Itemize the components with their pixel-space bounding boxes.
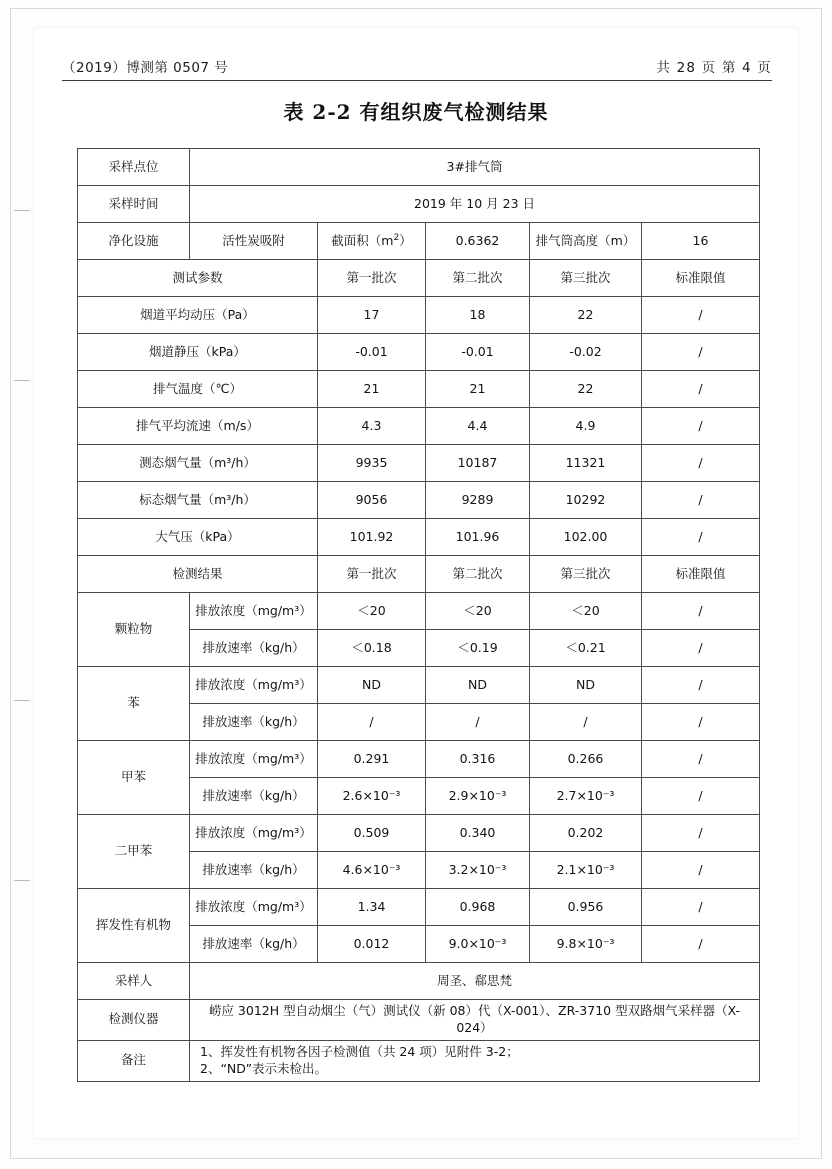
results-header-batch1: 第一批次 <box>318 556 426 593</box>
pollutant-name: 颗粒物 <box>78 593 190 667</box>
result-metric-name: 排放浓度（mg/m³） <box>190 667 318 704</box>
test-parameter-batch2-value: -0.01 <box>426 334 530 371</box>
test-parameter-limit-value: / <box>642 445 760 482</box>
table-row-test-params-header <box>78 260 760 297</box>
result-batch3-value: 0.956 <box>530 889 642 926</box>
result-batch3-value: ＜0.21 <box>530 630 642 667</box>
result-batch2-value: ＜0.19 <box>426 630 530 667</box>
result-metric-name: 排放速率（kg/h） <box>190 630 318 667</box>
remark-value <box>190 1040 760 1081</box>
result-limit-value: / <box>642 889 760 926</box>
edge-mark <box>14 210 30 211</box>
test-parameter-batch3-value: 102.00 <box>530 519 642 556</box>
test-parameter-name: 排气温度（℃） <box>78 371 318 408</box>
table-row-facility <box>78 223 760 260</box>
test-parameter-limit-value: / <box>642 519 760 556</box>
edge-mark <box>14 880 30 881</box>
table-row-sampler <box>78 963 760 1000</box>
result-limit-value: / <box>642 926 760 963</box>
result-limit-value: / <box>642 667 760 704</box>
pollutant-name: 二甲苯 <box>78 815 190 889</box>
result-limit-value: / <box>642 704 760 741</box>
result-batch3-value: 9.8×10⁻³ <box>530 926 642 963</box>
result-batch1-value: 0.012 <box>318 926 426 963</box>
result-limit-value: / <box>642 630 760 667</box>
result-batch1-value: 2.6×10⁻³ <box>318 778 426 815</box>
table-row-instrument <box>78 1000 760 1041</box>
result-batch3-value: ＜20 <box>530 593 642 630</box>
result-batch2-value: 2.9×10⁻³ <box>426 778 530 815</box>
test-parameter-batch2-value: 18 <box>426 297 530 334</box>
sampling-time-label: 采样时间 <box>78 186 190 223</box>
test-parameter-batch3-value: 22 <box>530 297 642 334</box>
result-batch3-value: 2.1×10⁻³ <box>530 852 642 889</box>
results-header-batch2: 第二批次 <box>426 556 530 593</box>
test-parameter-batch2-value: 9289 <box>426 482 530 519</box>
remark-label: 备注 <box>78 1040 190 1081</box>
result-metric-name: 排放浓度（mg/m³） <box>190 593 318 630</box>
section-area-label: 截面积$(m^2)$ <box>318 223 426 260</box>
instrument-value: 崂应 3012H 型自动烟尘（气）测试仪（新 08）代（X-001）、ZR-3710 型双路烟气采样器（X-024） <box>190 1000 760 1041</box>
table-row-result <box>78 889 760 926</box>
result-limit-value: / <box>642 852 760 889</box>
test-parameter-limit-value: / <box>642 408 760 445</box>
table-row-test-parameter <box>78 297 760 334</box>
test-parameter-name: 烟道平均动压（Pa） <box>78 297 318 334</box>
test-parameter-batch1-value: 101.92 <box>318 519 426 556</box>
result-batch1-value: 0.291 <box>318 741 426 778</box>
result-metric-name: 排放浓度（mg/m³） <box>190 741 318 778</box>
result-batch2-value: 9.0×10⁻³ <box>426 926 530 963</box>
result-metric-name: 排放浓度（mg/m³） <box>190 889 318 926</box>
result-batch2-value: ＜20 <box>426 593 530 630</box>
result-batch1-value: ＜0.18 <box>318 630 426 667</box>
result-batch2-value: 0.968 <box>426 889 530 926</box>
stack-height-label: 排气筒高度（m） <box>530 223 642 260</box>
sampling-point-value: 3#排气筒 <box>190 149 760 186</box>
remark-line-1: 1、挥发性有机物各因子检测值（共 24 项）见附件 3-2； <box>200 1043 519 1059</box>
result-batch2-value: 0.340 <box>426 815 530 852</box>
test-parameter-batch3-value: -0.02 <box>530 334 642 371</box>
result-batch1-value: ＜20 <box>318 593 426 630</box>
result-batch2-value: / <box>426 704 530 741</box>
result-batch2-value: 3.2×10⁻³ <box>426 852 530 889</box>
results-header-limit: 标准限值 <box>642 556 760 593</box>
test-parameter-batch2-value: 4.4 <box>426 408 530 445</box>
test-parameter-batch1-value: 17 <box>318 297 426 334</box>
result-metric-name: 排放速率（kg/h） <box>190 704 318 741</box>
test-parameter-batch3-value: 10292 <box>530 482 642 519</box>
test-parameter-batch3-value: 11321 <box>530 445 642 482</box>
test-parameter-name: 排气平均流速（m/s） <box>78 408 318 445</box>
sampling-point-label: 采样点位 <box>78 149 190 186</box>
result-limit-value: / <box>642 741 760 778</box>
test-parameter-batch3-value: 22 <box>530 371 642 408</box>
test-parameter-batch1-value: 9935 <box>318 445 426 482</box>
table-row-test-parameter <box>78 519 760 556</box>
edge-mark <box>14 700 30 701</box>
page-header <box>62 56 772 81</box>
table-row-test-parameter <box>78 445 760 482</box>
results-header-batch3: 第三批次 <box>530 556 642 593</box>
table-row-test-parameter <box>78 371 760 408</box>
test-parameter-batch2-value: 10187 <box>426 445 530 482</box>
page-title: 表 2-2 有组织废气检测结果 <box>283 100 549 124</box>
edge-mark <box>14 380 30 381</box>
test-parameter-limit-value: / <box>642 297 760 334</box>
result-batch3-value: / <box>530 704 642 741</box>
test-params-header-batch1: 第一批次 <box>318 260 426 297</box>
result-metric-name: 排放速率（kg/h） <box>190 926 318 963</box>
pollutant-name: 挥发性有机物 <box>78 889 190 963</box>
table-row-result <box>78 741 760 778</box>
result-batch3-value: 0.266 <box>530 741 642 778</box>
test-parameter-name: 烟道静压（kPa） <box>78 334 318 371</box>
sampler-value: 周圣、郗思梵 <box>190 963 760 1000</box>
test-parameter-batch1-value: 21 <box>318 371 426 408</box>
test-parameter-name: 测态烟气量（m³/h） <box>78 445 318 482</box>
test-parameter-limit-value: / <box>642 334 760 371</box>
result-batch3-value: ND <box>530 667 642 704</box>
test-parameter-batch1-value: 9056 <box>318 482 426 519</box>
test-params-header-batch3: 第三批次 <box>530 260 642 297</box>
sampling-time-value: 2019 年 10 月 23 日 <box>190 186 760 223</box>
table-row-result <box>78 815 760 852</box>
section-area-value: 0.6362 <box>426 223 530 260</box>
test-params-header-limit: 标准限值 <box>642 260 760 297</box>
test-parameter-name: 大气压（kPa） <box>78 519 318 556</box>
test-params-header-name: 测试参数 <box>78 260 318 297</box>
table-row-test-parameter <box>78 334 760 371</box>
stack-height-value: 16 <box>642 223 760 260</box>
pollutant-name: 苯 <box>78 667 190 741</box>
table-row-sampling-point <box>78 149 760 186</box>
test-parameter-batch2-value: 21 <box>426 371 530 408</box>
test-parameter-name: 标态烟气量（m³/h） <box>78 482 318 519</box>
test-params-header-batch2: 第二批次 <box>426 260 530 297</box>
sampler-label: 采样人 <box>78 963 190 1000</box>
report-number: （2019）博测第 0507 号 <box>62 60 229 76</box>
test-parameter-limit-value: / <box>642 482 760 519</box>
result-metric-name: 排放浓度（mg/m³） <box>190 815 318 852</box>
results-header-name: 检测结果 <box>78 556 318 593</box>
result-limit-value: / <box>642 778 760 815</box>
result-metric-name: 排放速率（kg/h） <box>190 778 318 815</box>
result-batch2-value: 0.316 <box>426 741 530 778</box>
purification-label: 净化设施 <box>78 223 190 260</box>
test-parameter-batch3-value: 4.9 <box>530 408 642 445</box>
result-batch2-value: ND <box>426 667 530 704</box>
result-batch1-value: 4.6×10⁻³ <box>318 852 426 889</box>
test-parameter-batch2-value: 101.96 <box>426 519 530 556</box>
table-row-result <box>78 667 760 704</box>
test-parameter-batch1-value: -0.01 <box>318 334 426 371</box>
result-batch3-value: 0.202 <box>530 815 642 852</box>
result-batch1-value: 0.509 <box>318 815 426 852</box>
test-parameter-batch1-value: 4.3 <box>318 408 426 445</box>
result-limit-value: / <box>642 815 760 852</box>
page-number: 共 28 页 第 4 页 <box>656 60 772 76</box>
result-batch3-value: 2.7×10⁻³ <box>530 778 642 815</box>
instrument-label: 检测仪器 <box>78 1000 190 1041</box>
result-batch1-value: ND <box>318 667 426 704</box>
table-row-remark <box>78 1040 760 1081</box>
result-batch1-value: 1.34 <box>318 889 426 926</box>
test-parameter-limit-value: / <box>642 371 760 408</box>
result-metric-name: 排放速率（kg/h） <box>190 852 318 889</box>
table-row-sampling-time <box>78 186 760 223</box>
table-row-test-parameter <box>78 482 760 519</box>
pollutant-name: 甲苯 <box>78 741 190 815</box>
table-row-test-parameter <box>78 408 760 445</box>
result-batch1-value: / <box>318 704 426 741</box>
result-limit-value: / <box>642 593 760 630</box>
table-row-results-header <box>78 556 760 593</box>
purification-value: 活性炭吸附 <box>190 223 318 260</box>
emission-results-table-full <box>77 148 760 1082</box>
remark-line-2: 2、“ND”表示未检出。 <box>200 1060 328 1076</box>
table-row-result <box>78 593 760 630</box>
